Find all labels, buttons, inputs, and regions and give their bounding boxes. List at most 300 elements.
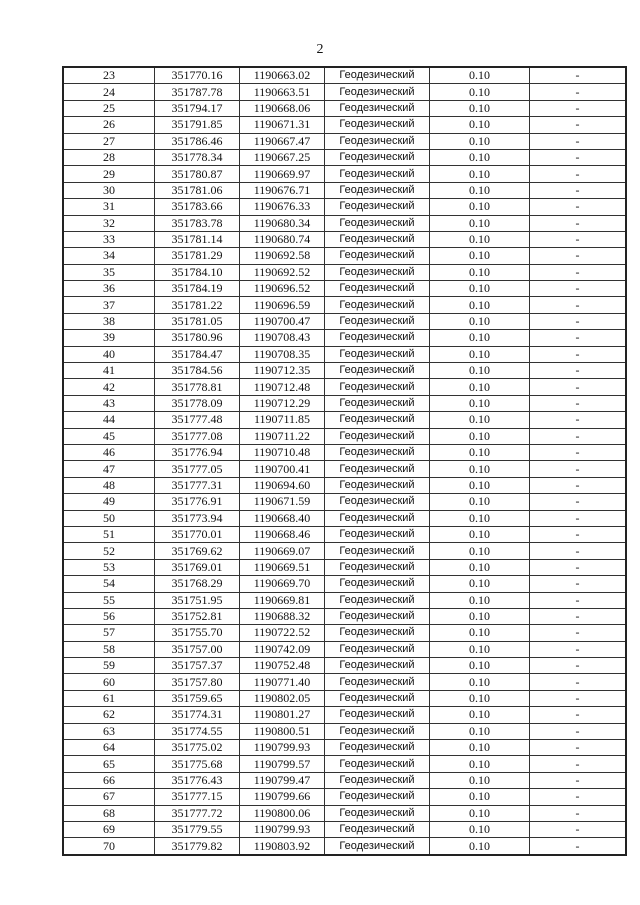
table-row	[63, 281, 626, 297]
description-cell: -	[530, 461, 627, 477]
y-coordinate-cell: 1190712.48	[240, 379, 325, 395]
method-cell: Геодезический	[325, 182, 430, 198]
description-cell: -	[530, 166, 627, 182]
table-row	[63, 625, 626, 641]
x-coordinate-cell: 351783.66	[155, 199, 240, 215]
accuracy-cell: 0.10	[430, 149, 530, 165]
y-coordinate-cell: 1190688.32	[240, 608, 325, 624]
table-row	[63, 149, 626, 165]
point-number-cell: 65	[63, 756, 155, 772]
accuracy-cell: 0.10	[430, 215, 530, 231]
table-row	[63, 559, 626, 575]
accuracy-cell: 0.10	[430, 182, 530, 198]
accuracy-cell: 0.10	[430, 707, 530, 723]
x-coordinate-cell: 351779.82	[155, 838, 240, 855]
x-coordinate-cell: 351777.31	[155, 477, 240, 493]
accuracy-cell: 0.10	[430, 248, 530, 264]
x-coordinate-cell: 351755.70	[155, 625, 240, 641]
point-number-cell: 27	[63, 133, 155, 149]
x-coordinate-cell: 351777.72	[155, 805, 240, 821]
y-coordinate-cell: 1190692.52	[240, 264, 325, 280]
table-row	[63, 477, 626, 493]
description-cell: -	[530, 494, 627, 510]
method-cell: Геодезический	[325, 510, 430, 526]
point-number-cell: 32	[63, 215, 155, 231]
point-number-cell: 39	[63, 330, 155, 346]
table-row	[63, 248, 626, 264]
method-cell: Геодезический	[325, 428, 430, 444]
method-cell: Геодезический	[325, 707, 430, 723]
table-row	[63, 67, 626, 84]
y-coordinate-cell: 1190663.02	[240, 67, 325, 84]
x-coordinate-cell: 351751.95	[155, 592, 240, 608]
description-cell: -	[530, 690, 627, 706]
accuracy-cell: 0.10	[430, 133, 530, 149]
description-cell: -	[530, 821, 627, 837]
table-row	[63, 723, 626, 739]
method-cell: Геодезический	[325, 723, 430, 739]
y-coordinate-cell: 1190742.09	[240, 641, 325, 657]
point-number-cell: 29	[63, 166, 155, 182]
method-cell: Геодезический	[325, 395, 430, 411]
description-cell: -	[530, 772, 627, 788]
point-number-cell: 50	[63, 510, 155, 526]
y-coordinate-cell: 1190708.35	[240, 346, 325, 362]
method-cell: Геодезический	[325, 281, 430, 297]
point-number-cell: 42	[63, 379, 155, 395]
point-number-cell: 47	[63, 461, 155, 477]
method-cell: Геодезический	[325, 231, 430, 247]
y-coordinate-cell: 1190668.06	[240, 100, 325, 116]
table-row	[63, 576, 626, 592]
accuracy-cell: 0.10	[430, 477, 530, 493]
coordinates-table-container	[62, 66, 617, 856]
description-cell: -	[530, 756, 627, 772]
point-number-cell: 56	[63, 608, 155, 624]
point-number-cell: 70	[63, 838, 155, 855]
point-number-cell: 43	[63, 395, 155, 411]
x-coordinate-cell: 351774.31	[155, 707, 240, 723]
y-coordinate-cell: 1190663.51	[240, 84, 325, 100]
y-coordinate-cell: 1190694.60	[240, 477, 325, 493]
accuracy-cell: 0.10	[430, 231, 530, 247]
point-number-cell: 45	[63, 428, 155, 444]
x-coordinate-cell: 351773.94	[155, 510, 240, 526]
y-coordinate-cell: 1190800.06	[240, 805, 325, 821]
description-cell: -	[530, 297, 627, 313]
table-row	[63, 117, 626, 133]
point-number-cell: 33	[63, 231, 155, 247]
table-row	[63, 756, 626, 772]
y-coordinate-cell: 1190803.92	[240, 838, 325, 855]
table-row	[63, 658, 626, 674]
point-number-cell: 25	[63, 100, 155, 116]
point-number-cell: 40	[63, 346, 155, 362]
point-number-cell: 34	[63, 248, 155, 264]
accuracy-cell: 0.10	[430, 608, 530, 624]
y-coordinate-cell: 1190799.57	[240, 756, 325, 772]
table-row	[63, 740, 626, 756]
table-row	[63, 166, 626, 182]
y-coordinate-cell: 1190771.40	[240, 674, 325, 690]
method-cell: Геодезический	[325, 821, 430, 837]
method-cell: Геодезический	[325, 838, 430, 855]
description-cell: -	[530, 133, 627, 149]
x-coordinate-cell: 351757.00	[155, 641, 240, 657]
table-row	[63, 461, 626, 477]
y-coordinate-cell: 1190671.59	[240, 494, 325, 510]
y-coordinate-cell: 1190700.41	[240, 461, 325, 477]
method-cell: Геодезический	[325, 133, 430, 149]
point-number-cell: 66	[63, 772, 155, 788]
y-coordinate-cell: 1190799.66	[240, 789, 325, 805]
accuracy-cell: 0.10	[430, 346, 530, 362]
method-cell: Геодезический	[325, 379, 430, 395]
table-row	[63, 84, 626, 100]
y-coordinate-cell: 1190668.40	[240, 510, 325, 526]
point-number-cell: 46	[63, 444, 155, 460]
x-coordinate-cell: 351778.09	[155, 395, 240, 411]
description-cell: -	[530, 395, 627, 411]
method-cell: Геодезический	[325, 264, 430, 280]
description-cell: -	[530, 789, 627, 805]
description-cell: -	[530, 658, 627, 674]
table-row	[63, 395, 626, 411]
x-coordinate-cell: 351794.17	[155, 100, 240, 116]
point-number-cell: 38	[63, 313, 155, 329]
point-number-cell: 24	[63, 84, 155, 100]
x-coordinate-cell: 351781.29	[155, 248, 240, 264]
y-coordinate-cell: 1190711.22	[240, 428, 325, 444]
table-row	[63, 379, 626, 395]
table-row	[63, 690, 626, 706]
accuracy-cell: 0.10	[430, 576, 530, 592]
y-coordinate-cell: 1190680.34	[240, 215, 325, 231]
accuracy-cell: 0.10	[430, 330, 530, 346]
method-cell: Геодезический	[325, 199, 430, 215]
x-coordinate-cell: 351784.19	[155, 281, 240, 297]
method-cell: Геодезический	[325, 789, 430, 805]
accuracy-cell: 0.10	[430, 428, 530, 444]
x-coordinate-cell: 351784.56	[155, 363, 240, 379]
accuracy-cell: 0.10	[430, 100, 530, 116]
point-number-cell: 26	[63, 117, 155, 133]
x-coordinate-cell: 351768.29	[155, 576, 240, 592]
method-cell: Геодезический	[325, 494, 430, 510]
x-coordinate-cell: 351780.96	[155, 330, 240, 346]
accuracy-cell: 0.10	[430, 363, 530, 379]
table-row	[63, 608, 626, 624]
coordinates-table-body	[63, 67, 626, 855]
table-row	[63, 199, 626, 215]
description-cell: -	[530, 641, 627, 657]
description-cell: -	[530, 149, 627, 165]
method-cell: Геодезический	[325, 461, 430, 477]
table-row	[63, 444, 626, 460]
point-number-cell: 53	[63, 559, 155, 575]
method-cell: Геодезический	[325, 772, 430, 788]
accuracy-cell: 0.10	[430, 805, 530, 821]
table-row	[63, 412, 626, 428]
method-cell: Геодезический	[325, 740, 430, 756]
table-row	[63, 707, 626, 723]
y-coordinate-cell: 1190676.33	[240, 199, 325, 215]
y-coordinate-cell: 1190752.48	[240, 658, 325, 674]
table-row	[63, 821, 626, 837]
table-row	[63, 838, 626, 855]
accuracy-cell: 0.10	[430, 658, 530, 674]
x-coordinate-cell: 351779.55	[155, 821, 240, 837]
x-coordinate-cell: 351784.47	[155, 346, 240, 362]
y-coordinate-cell: 1190669.81	[240, 592, 325, 608]
description-cell: -	[530, 805, 627, 821]
point-number-cell: 48	[63, 477, 155, 493]
accuracy-cell: 0.10	[430, 461, 530, 477]
x-coordinate-cell: 351781.06	[155, 182, 240, 198]
point-number-cell: 54	[63, 576, 155, 592]
point-number-cell: 23	[63, 67, 155, 84]
accuracy-cell: 0.10	[430, 444, 530, 460]
x-coordinate-cell: 351777.05	[155, 461, 240, 477]
x-coordinate-cell: 351783.78	[155, 215, 240, 231]
x-coordinate-cell: 351776.43	[155, 772, 240, 788]
table-row	[63, 231, 626, 247]
table-row	[63, 674, 626, 690]
description-cell: -	[530, 84, 627, 100]
description-cell: -	[530, 100, 627, 116]
point-number-cell: 57	[63, 625, 155, 641]
accuracy-cell: 0.10	[430, 559, 530, 575]
description-cell: -	[530, 346, 627, 362]
accuracy-cell: 0.10	[430, 543, 530, 559]
description-cell: -	[530, 428, 627, 444]
description-cell: -	[530, 412, 627, 428]
x-coordinate-cell: 351776.91	[155, 494, 240, 510]
x-coordinate-cell: 351777.08	[155, 428, 240, 444]
description-cell: -	[530, 313, 627, 329]
point-number-cell: 68	[63, 805, 155, 821]
accuracy-cell: 0.10	[430, 67, 530, 84]
y-coordinate-cell: 1190800.51	[240, 723, 325, 739]
method-cell: Геодезический	[325, 412, 430, 428]
accuracy-cell: 0.10	[430, 510, 530, 526]
y-coordinate-cell: 1190700.47	[240, 313, 325, 329]
accuracy-cell: 0.10	[430, 526, 530, 542]
table-row	[63, 526, 626, 542]
method-cell: Геодезический	[325, 346, 430, 362]
y-coordinate-cell: 1190667.47	[240, 133, 325, 149]
accuracy-cell: 0.10	[430, 674, 530, 690]
accuracy-cell: 0.10	[430, 789, 530, 805]
accuracy-cell: 0.10	[430, 756, 530, 772]
method-cell: Геодезический	[325, 444, 430, 460]
x-coordinate-cell: 351791.85	[155, 117, 240, 133]
point-number-cell: 62	[63, 707, 155, 723]
accuracy-cell: 0.10	[430, 690, 530, 706]
x-coordinate-cell: 351775.02	[155, 740, 240, 756]
y-coordinate-cell: 1190708.43	[240, 330, 325, 346]
table-row	[63, 494, 626, 510]
description-cell: -	[530, 559, 627, 575]
y-coordinate-cell: 1190722.52	[240, 625, 325, 641]
table-row	[63, 182, 626, 198]
table-row	[63, 330, 626, 346]
description-cell: -	[530, 182, 627, 198]
method-cell: Геодезический	[325, 166, 430, 182]
y-coordinate-cell: 1190668.46	[240, 526, 325, 542]
accuracy-cell: 0.10	[430, 592, 530, 608]
description-cell: -	[530, 543, 627, 559]
method-cell: Геодезический	[325, 641, 430, 657]
point-number-cell: 52	[63, 543, 155, 559]
point-number-cell: 44	[63, 412, 155, 428]
method-cell: Геодезический	[325, 117, 430, 133]
point-number-cell: 63	[63, 723, 155, 739]
x-coordinate-cell: 351769.01	[155, 559, 240, 575]
x-coordinate-cell: 351770.16	[155, 67, 240, 84]
accuracy-cell: 0.10	[430, 838, 530, 855]
description-cell: -	[530, 625, 627, 641]
x-coordinate-cell: 351781.05	[155, 313, 240, 329]
method-cell: Геодезический	[325, 248, 430, 264]
accuracy-cell: 0.10	[430, 281, 530, 297]
y-coordinate-cell: 1190680.74	[240, 231, 325, 247]
y-coordinate-cell: 1190669.07	[240, 543, 325, 559]
x-coordinate-cell: 351787.78	[155, 84, 240, 100]
point-number-cell: 67	[63, 789, 155, 805]
description-cell: -	[530, 330, 627, 346]
table-row	[63, 100, 626, 116]
x-coordinate-cell: 351781.14	[155, 231, 240, 247]
description-cell: -	[530, 215, 627, 231]
accuracy-cell: 0.10	[430, 625, 530, 641]
table-row	[63, 313, 626, 329]
method-cell: Геодезический	[325, 576, 430, 592]
method-cell: Геодезический	[325, 84, 430, 100]
table-row	[63, 772, 626, 788]
y-coordinate-cell: 1190799.47	[240, 772, 325, 788]
method-cell: Геодезический	[325, 297, 430, 313]
table-row	[63, 592, 626, 608]
point-number-cell: 51	[63, 526, 155, 542]
y-coordinate-cell: 1190712.35	[240, 363, 325, 379]
x-coordinate-cell: 351757.80	[155, 674, 240, 690]
x-coordinate-cell: 351776.94	[155, 444, 240, 460]
point-number-cell: 37	[63, 297, 155, 313]
x-coordinate-cell: 351784.10	[155, 264, 240, 280]
method-cell: Геодезический	[325, 756, 430, 772]
table-row	[63, 297, 626, 313]
table-row	[63, 641, 626, 657]
x-coordinate-cell: 351777.48	[155, 412, 240, 428]
y-coordinate-cell: 1190669.51	[240, 559, 325, 575]
x-coordinate-cell: 351775.68	[155, 756, 240, 772]
point-number-cell: 61	[63, 690, 155, 706]
point-number-cell: 30	[63, 182, 155, 198]
point-number-cell: 58	[63, 641, 155, 657]
y-coordinate-cell: 1190696.52	[240, 281, 325, 297]
x-coordinate-cell: 351777.15	[155, 789, 240, 805]
table-row	[63, 133, 626, 149]
y-coordinate-cell: 1190676.71	[240, 182, 325, 198]
method-cell: Геодезический	[325, 100, 430, 116]
y-coordinate-cell: 1190799.93	[240, 821, 325, 837]
accuracy-cell: 0.10	[430, 821, 530, 837]
x-coordinate-cell: 351759.65	[155, 690, 240, 706]
point-number-cell: 31	[63, 199, 155, 215]
description-cell: -	[530, 264, 627, 280]
accuracy-cell: 0.10	[430, 772, 530, 788]
y-coordinate-cell: 1190667.25	[240, 149, 325, 165]
point-number-cell: 69	[63, 821, 155, 837]
method-cell: Геодезический	[325, 658, 430, 674]
method-cell: Геодезический	[325, 625, 430, 641]
description-cell: -	[530, 740, 627, 756]
accuracy-cell: 0.10	[430, 412, 530, 428]
description-cell: -	[530, 67, 627, 84]
y-coordinate-cell: 1190696.59	[240, 297, 325, 313]
method-cell: Геодезический	[325, 608, 430, 624]
accuracy-cell: 0.10	[430, 641, 530, 657]
y-coordinate-cell: 1190802.05	[240, 690, 325, 706]
point-number-cell: 60	[63, 674, 155, 690]
description-cell: -	[530, 117, 627, 133]
point-number-cell: 35	[63, 264, 155, 280]
accuracy-cell: 0.10	[430, 494, 530, 510]
method-cell: Геодезический	[325, 313, 430, 329]
table-row	[63, 789, 626, 805]
method-cell: Геодезический	[325, 543, 430, 559]
accuracy-cell: 0.10	[430, 379, 530, 395]
accuracy-cell: 0.10	[430, 166, 530, 182]
coordinates-table	[62, 66, 627, 856]
accuracy-cell: 0.10	[430, 740, 530, 756]
y-coordinate-cell: 1190799.93	[240, 740, 325, 756]
y-coordinate-cell: 1190710.48	[240, 444, 325, 460]
method-cell: Геодезический	[325, 363, 430, 379]
y-coordinate-cell: 1190711.85	[240, 412, 325, 428]
description-cell: -	[530, 379, 627, 395]
method-cell: Геодезический	[325, 215, 430, 231]
accuracy-cell: 0.10	[430, 117, 530, 133]
point-number-cell: 36	[63, 281, 155, 297]
point-number-cell: 64	[63, 740, 155, 756]
y-coordinate-cell: 1190692.58	[240, 248, 325, 264]
point-number-cell: 28	[63, 149, 155, 165]
table-row	[63, 363, 626, 379]
description-cell: -	[530, 592, 627, 608]
method-cell: Геодезический	[325, 67, 430, 84]
method-cell: Геодезический	[325, 149, 430, 165]
method-cell: Геодезический	[325, 330, 430, 346]
description-cell: -	[530, 608, 627, 624]
x-coordinate-cell: 351752.81	[155, 608, 240, 624]
method-cell: Геодезический	[325, 592, 430, 608]
description-cell: -	[530, 444, 627, 460]
table-row	[63, 543, 626, 559]
method-cell: Геодезический	[325, 674, 430, 690]
accuracy-cell: 0.10	[430, 723, 530, 739]
table-row	[63, 346, 626, 362]
description-cell: -	[530, 576, 627, 592]
method-cell: Геодезический	[325, 690, 430, 706]
accuracy-cell: 0.10	[430, 395, 530, 411]
description-cell: -	[530, 674, 627, 690]
accuracy-cell: 0.10	[430, 199, 530, 215]
description-cell: -	[530, 510, 627, 526]
x-coordinate-cell: 351778.34	[155, 149, 240, 165]
description-cell: -	[530, 363, 627, 379]
